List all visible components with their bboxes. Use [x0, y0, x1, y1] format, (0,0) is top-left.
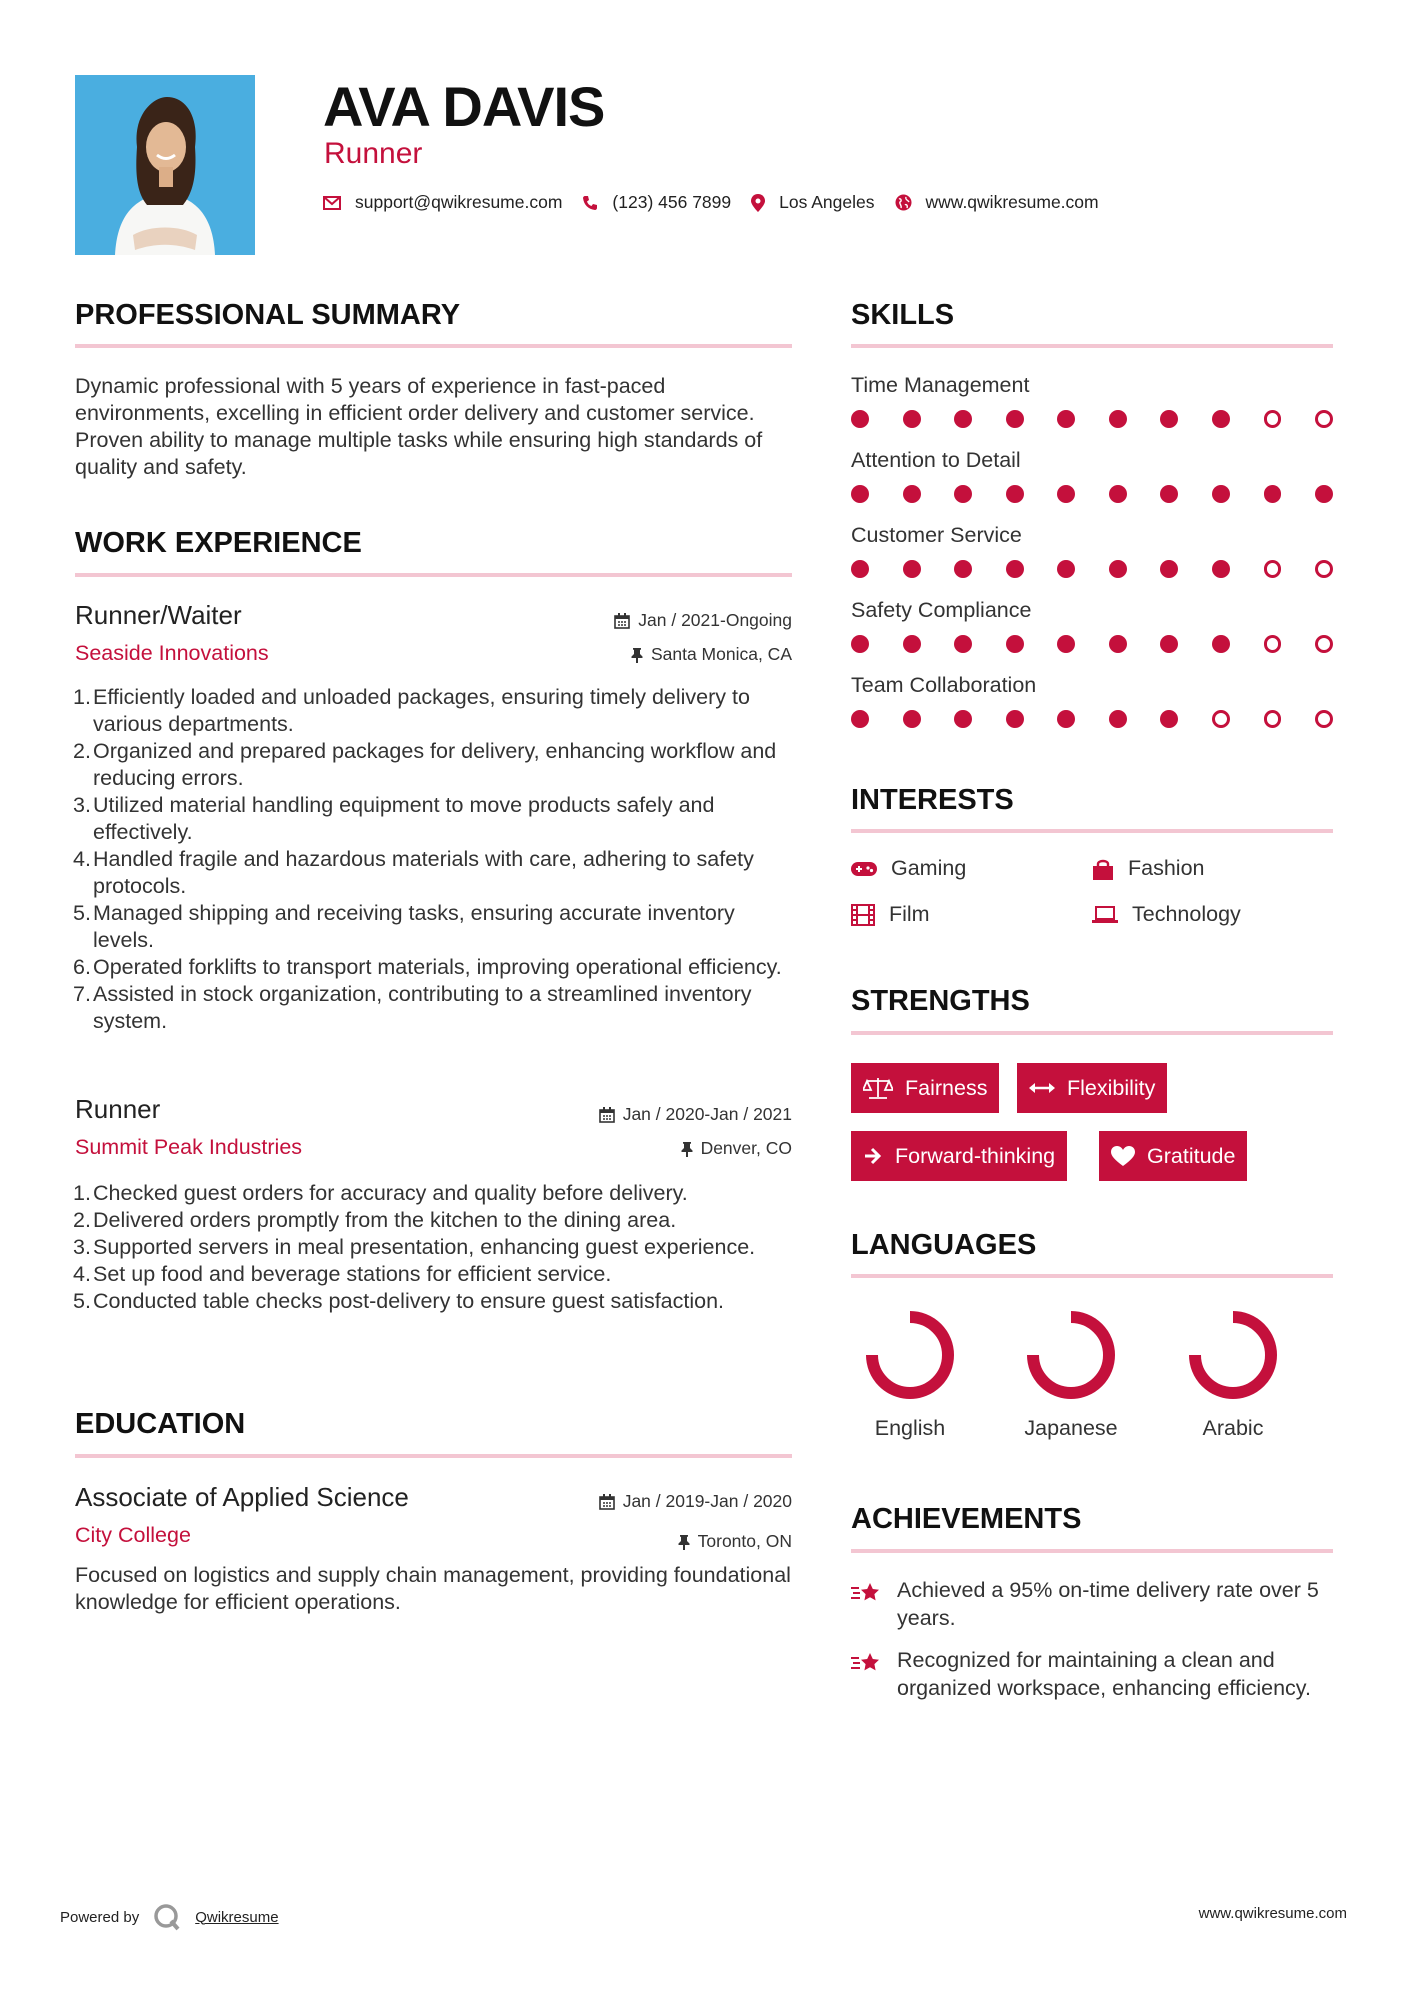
- skills-heading: SKILLS: [851, 299, 955, 331]
- email-text: support@qwikresume.com: [355, 192, 563, 212]
- skills-divider: [851, 344, 1333, 348]
- list-item: 2. Organized and prepared packages for delivery, enhancing workflow and reducing errors.: [73, 739, 777, 790]
- rating-dot-empty: [1264, 710, 1282, 728]
- job-dates-text: Jan / 2020-Jan / 2021: [622, 1104, 792, 1124]
- phone-text: (123) 456 7899: [612, 192, 732, 212]
- globe-icon: [895, 194, 912, 211]
- rating-dot-filled: [1160, 410, 1178, 428]
- summary-divider: [75, 344, 792, 348]
- job-company: Seaside Innovations: [75, 641, 269, 665]
- rating-dot-filled: [1315, 485, 1333, 503]
- language-arc: [1195, 1317, 1271, 1393]
- rating-dot-filled: [1006, 710, 1024, 728]
- job-duties-list: [75, 1180, 792, 1315]
- map-pin-icon: [751, 194, 765, 212]
- job-title: Runner: [75, 1094, 161, 1124]
- website-text: www.qwikresume.com: [925, 192, 1099, 212]
- rating-dot-filled: [903, 560, 921, 578]
- balance-scale-icon: [863, 1076, 893, 1100]
- shopping-bag-icon: [1092, 858, 1114, 880]
- contact-email[interactable]: [323, 192, 562, 213]
- list-item: 4. Set up food and beverage stations for efficient service.: [73, 1262, 612, 1286]
- location-text: Los Angeles: [779, 192, 875, 212]
- job-duties-list: [75, 684, 792, 1035]
- rating-dot-filled: [1006, 560, 1024, 578]
- footer-powered-by: [60, 1903, 279, 1931]
- job-company: Summit Peak Industries: [75, 1135, 303, 1159]
- strength-tag: [851, 1063, 999, 1113]
- rating-dot-filled: [1057, 635, 1075, 653]
- job-entry: [75, 600, 792, 1035]
- achievements-divider: [851, 1549, 1333, 1553]
- brand-link[interactable]: Qwikresume: [195, 1908, 279, 1926]
- language-name: Arabic: [1202, 1416, 1264, 1440]
- list-item: 2. Delivered orders promptly from the kitchen to the dining area.: [73, 1208, 677, 1232]
- rating-dot-filled: [1212, 635, 1230, 653]
- education-entry: [75, 1482, 792, 1616]
- rating-dot-filled: [954, 410, 972, 428]
- job-location: [681, 1138, 792, 1159]
- summary-heading: PROFESSIONAL SUMMARY: [75, 299, 461, 331]
- language-name: Japanese: [1024, 1416, 1118, 1440]
- language-name: English: [874, 1416, 946, 1440]
- pushpin-icon: [681, 1141, 693, 1157]
- interest-label: Film: [889, 902, 930, 926]
- list-item: 5. Managed shipping and receiving tasks, ensuring accurate inventory levels.: [73, 901, 735, 952]
- rating-dot-filled: [1212, 410, 1230, 428]
- portrait-image: [75, 75, 255, 255]
- footer-url[interactable]: www.qwikresume.com: [1198, 1905, 1347, 1922]
- arrows-horizontal-icon: [1029, 1081, 1055, 1095]
- degree-title: Associate of Applied Science: [75, 1482, 409, 1512]
- phone-icon: [582, 195, 598, 211]
- language-item: [855, 1305, 965, 1441]
- skill-name: Customer Service: [851, 523, 1022, 547]
- rating-dot-filled: [1160, 560, 1178, 578]
- language-arc: [872, 1317, 948, 1393]
- rating-dot-filled: [1057, 410, 1075, 428]
- education-dates-text: Jan / 2019-Jan / 2020: [622, 1491, 792, 1511]
- interest-label: Technology: [1132, 902, 1241, 926]
- calendar-icon: [599, 1107, 615, 1123]
- school-name: City College: [75, 1523, 191, 1547]
- interest-label: Fashion: [1128, 856, 1205, 880]
- language-gauge: [1016, 1305, 1126, 1405]
- list-item: 3. Supported servers in meal presentation, enhancing guest experience.: [73, 1235, 756, 1259]
- rating-dot-filled: [1057, 560, 1075, 578]
- summary-text: Dynamic professional with 5 years of experience in fast-paced environments, excelling in efficient order delivery and customer service. Proven ability to manage multiple tasks while ensuring high standards of quality and safety.: [75, 374, 763, 479]
- profile-photo: [75, 75, 255, 255]
- achievement-text: Recognized for maintaining a clean and organized workspace, enhancing efficiency.: [897, 1648, 1311, 1700]
- rating-dot-empty: [1212, 710, 1230, 728]
- rating-dot-filled: [1109, 710, 1127, 728]
- rating-dot-filled: [1160, 635, 1178, 653]
- language-item: [1016, 1305, 1126, 1441]
- rating-dot-filled: [1057, 710, 1075, 728]
- calendar-icon: [599, 1494, 615, 1510]
- rating-dot-filled: [1006, 485, 1024, 503]
- list-item: 4. Handled fragile and hazardous materials with care, adhering to safety protocols.: [73, 847, 754, 898]
- rating-dot-filled: [1160, 710, 1178, 728]
- skill-row: [851, 598, 1333, 673]
- skills-list: [851, 373, 1333, 748]
- strengths-heading: STRENGTHS: [851, 985, 1030, 1017]
- rating-dot-filled: [903, 410, 921, 428]
- language-gauge: [1178, 1305, 1288, 1405]
- experience-heading: WORK EXPERIENCE: [75, 527, 362, 559]
- list-item: 7. Assisted in stock organization, contributing to a streamlined inventory system.: [73, 982, 752, 1033]
- language-gauge: [855, 1305, 965, 1405]
- achievement-item: [851, 1576, 1333, 1632]
- rating-dot-filled: [1212, 560, 1230, 578]
- rating-dot-filled: [851, 635, 869, 653]
- interest-item: [1092, 902, 1241, 927]
- list-item: 3. Utilized material handling equipment to move products safely and effectively.: [73, 793, 715, 844]
- interest-item: [851, 856, 966, 881]
- rating-dot-filled: [851, 410, 869, 428]
- rating-dot-filled: [903, 485, 921, 503]
- rating-dot-filled: [1006, 635, 1024, 653]
- skill-rating: [851, 485, 1333, 503]
- rating-dot-filled: [1109, 485, 1127, 503]
- achievement-text: Achieved a 95% on-time delivery rate over 5 years.: [897, 1578, 1319, 1630]
- languages-divider: [851, 1274, 1333, 1278]
- job-location-text: Santa Monica, CA: [650, 644, 792, 664]
- list-item: 1. Checked guest orders for accuracy and quality before delivery.: [73, 1181, 688, 1205]
- skill-row: [851, 673, 1333, 748]
- skill-name: Team Collaboration: [851, 673, 1037, 697]
- rating-dot-empty: [1315, 560, 1333, 578]
- rating-dot-filled: [1160, 485, 1178, 503]
- job-dates-text: Jan / 2021-Ongoing: [638, 610, 792, 630]
- skill-rating: [851, 410, 1333, 428]
- education-heading: EDUCATION: [75, 1408, 246, 1440]
- shooting-star-icon: [851, 1582, 881, 1606]
- rating-dot-empty: [1315, 635, 1333, 653]
- strengths-divider: [851, 1031, 1333, 1035]
- contact-bar: [323, 192, 1119, 213]
- rating-dot-filled: [851, 560, 869, 578]
- strength-tag: [851, 1131, 1067, 1181]
- strength-label: Forward-thinking: [895, 1143, 1056, 1168]
- rating-dot-filled: [954, 635, 972, 653]
- job-location: [631, 644, 792, 665]
- calendar-icon: [614, 613, 630, 629]
- skill-rating: [851, 710, 1333, 728]
- interest-item: [851, 902, 930, 927]
- skill-row: [851, 373, 1333, 448]
- rating-dot-filled: [1264, 485, 1282, 503]
- contact-location: [751, 192, 874, 213]
- strength-tag: [1017, 1063, 1167, 1113]
- rating-dot-filled: [1057, 485, 1075, 503]
- rating-dot-filled: [954, 560, 972, 578]
- list-item: 1. Efficiently loaded and unloaded packages, ensuring timely delivery to various departments.: [73, 685, 750, 736]
- job-title: Runner/Waiter: [75, 600, 242, 630]
- rating-dot-empty: [1264, 410, 1282, 428]
- interest-item: [1092, 856, 1205, 881]
- skill-row: [851, 448, 1333, 523]
- rating-dot-empty: [1264, 560, 1282, 578]
- languages-heading: LANGUAGES: [851, 1229, 1037, 1261]
- rating-dot-filled: [1006, 410, 1024, 428]
- candidate-name: AVA DAVIS: [323, 75, 605, 138]
- achievements-heading: ACHIEVEMENTS: [851, 1503, 1082, 1535]
- education-dates: [599, 1491, 792, 1512]
- achievement-item: [851, 1646, 1333, 1702]
- education-location: [678, 1531, 792, 1552]
- language-item: [1178, 1305, 1288, 1441]
- rating-dot-filled: [954, 485, 972, 503]
- job-dates: [614, 610, 792, 631]
- qwikresume-logo-icon: [153, 1903, 181, 1931]
- education-location-text: Toronto, ON: [697, 1531, 792, 1551]
- skill-rating: [851, 560, 1333, 578]
- strength-label: Flexibility: [1067, 1075, 1156, 1100]
- film-icon: [851, 904, 875, 926]
- rating-dot-filled: [954, 710, 972, 728]
- arrow-right-icon: [863, 1146, 883, 1166]
- list-item: 6. Operated forklifts to transport materials, improving operational efficiency.: [73, 955, 782, 979]
- interests-divider: [851, 829, 1333, 833]
- skill-row: [851, 523, 1333, 598]
- contact-phone[interactable]: [582, 192, 731, 213]
- gamepad-icon: [851, 861, 877, 877]
- job-entry: [75, 1094, 792, 1315]
- list-item: 5. Conducted table checks post-delivery to ensure guest satisfaction.: [73, 1289, 725, 1313]
- heart-icon: [1111, 1146, 1135, 1167]
- rating-dot-filled: [1109, 410, 1127, 428]
- education-description: Focused on logistics and supply chain management, providing foundational knowledge for efficient operations.: [75, 1563, 791, 1614]
- rating-dot-filled: [851, 710, 869, 728]
- rating-dot-filled: [1109, 560, 1127, 578]
- experience-divider: [75, 573, 792, 577]
- powered-by-text: Powered by: [60, 1908, 140, 1926]
- rating-dot-filled: [1109, 635, 1127, 653]
- candidate-role: Runner: [324, 137, 423, 170]
- rating-dot-filled: [903, 710, 921, 728]
- shooting-star-icon: [851, 1652, 881, 1676]
- envelope-icon: [323, 196, 341, 210]
- rating-dot-filled: [1212, 485, 1230, 503]
- skill-name: Attention to Detail: [851, 448, 1021, 472]
- strength-label: Fairness: [905, 1075, 988, 1100]
- rating-dot-empty: [1315, 710, 1333, 728]
- interests-heading: INTERESTS: [851, 784, 1014, 816]
- skill-name: Time Management: [851, 373, 1030, 397]
- strength-label: Gratitude: [1147, 1143, 1236, 1168]
- skill-name: Safety Compliance: [851, 598, 1032, 622]
- contact-website[interactable]: [895, 192, 1099, 213]
- education-divider: [75, 1454, 792, 1458]
- strength-tag: [1099, 1131, 1247, 1181]
- laptop-icon: [1092, 906, 1118, 924]
- skill-rating: [851, 635, 1333, 653]
- rating-dot-filled: [851, 485, 869, 503]
- job-location-text: Denver, CO: [700, 1138, 792, 1158]
- job-dates: [599, 1104, 792, 1125]
- rating-dot-empty: [1315, 410, 1333, 428]
- interest-label: Gaming: [891, 856, 967, 880]
- language-arc: [1033, 1317, 1109, 1393]
- rating-dot-empty: [1264, 635, 1282, 653]
- rating-dot-filled: [903, 635, 921, 653]
- pushpin-icon: [678, 1534, 690, 1550]
- pushpin-icon: [631, 647, 643, 663]
